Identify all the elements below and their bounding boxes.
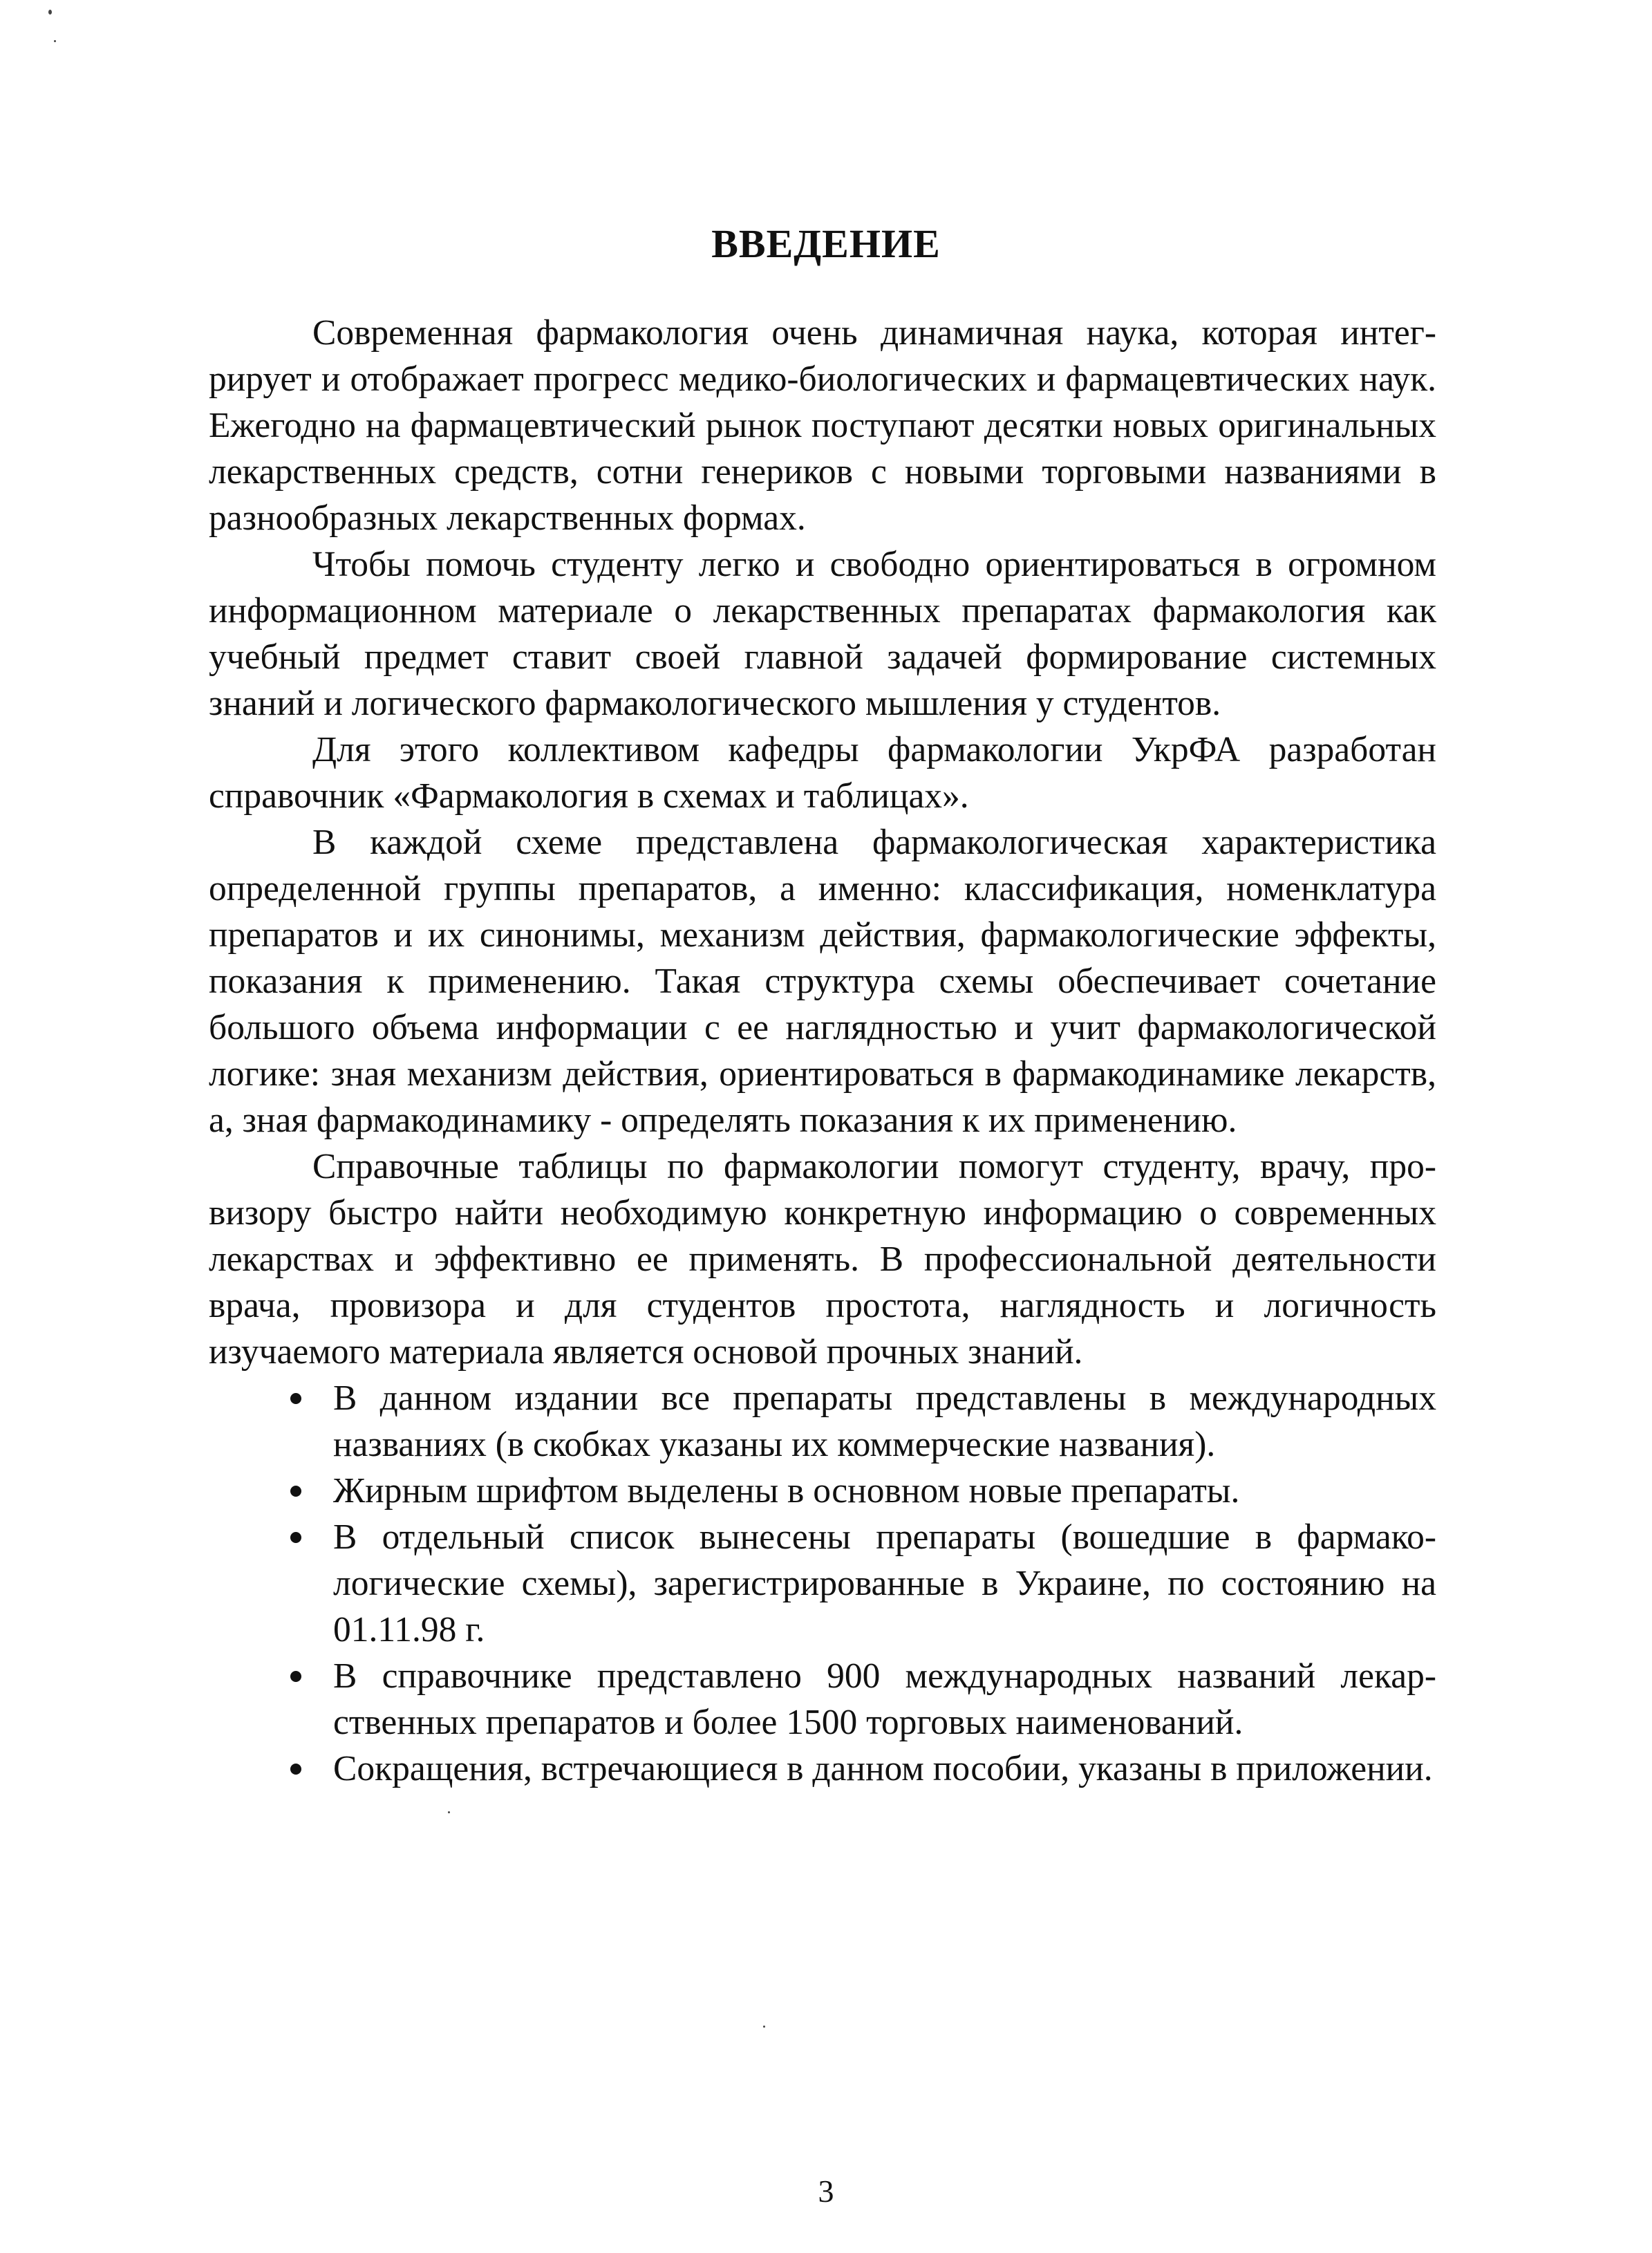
list-item <box>209 1514 1436 1653</box>
paragraph: Чтобы помочь студенту легко и свободно ориентироваться в огромном информационном материале о лекарственных препаратах фармакология как учебный предмет ставит своей главной задачей формирование системных знаний и логического фармакологического мышления у студентов. <box>209 545 1436 723</box>
paragraph: Для этого коллективом кафедры фармакологии УкрФА разработан справочник «Фармакология в схемах и таблицах». <box>209 730 1436 816</box>
list-item-text: В данном издании все препараты представлены в международных названиях (в скобках указаны их коммерческие названия). <box>333 1378 1436 1464</box>
list-item <box>209 1468 1436 1514</box>
scan-speck <box>48 10 52 15</box>
list-item <box>209 1653 1436 1746</box>
scan-speck <box>448 1811 450 1813</box>
scan-speck <box>763 2026 765 2028</box>
main-text <box>209 310 1436 1792</box>
list-item-text: В отдельный список вынесены препараты (вошедшие в фармакологические схемы), зарегистрированные в Украине, по состоянию на 01.11.98 г. <box>333 1517 1436 1649</box>
list-item-text: В справочнике представлено 900 международных названий лекарственных препаратов и более 1500 торговых наименований. <box>333 1656 1436 1742</box>
scan-speck <box>54 40 56 42</box>
list-item-text: Сокращения, встречающиеся в данном пособии, указаны в приложении. <box>333 1749 1433 1788</box>
paragraph: Справочные таблицы по фармакологии помогут студенту, врачу, провизору быстро найти необходимую конкретную информацию о современных лекарствах и эффективно ее применять. В профессиональной деятельности врача, провизора и для студентов простота, наглядность и логичность изучаемого материала является основой прочных знаний. <box>209 1147 1436 1372</box>
bullet-list <box>209 1375 1436 1792</box>
paragraph: В каждой схеме представлена фармакологическая характеристика определенной группы препаратов, а именно: классификация, номенклатура препаратов и их синонимы, механизм действия, фармакологические эффекты, показания к применению. Такая структура схемы обеспечивает сочетание большого объема информации с ее наглядностью и учит фармакологической логике: зная механизм действия, ориентироваться в фармакодинамике лекарств, а, зная фармакодинамику - определять показания к их применению. <box>209 823 1436 1140</box>
list-item <box>209 1375 1436 1468</box>
list-item-text: Жирным шрифтом выделены в основном новые препараты. <box>333 1471 1240 1511</box>
page-title: ВВЕДЕНИЕ <box>711 221 941 266</box>
list-item <box>209 1746 1436 1792</box>
page-number: 3 <box>818 2173 834 2209</box>
paragraph: Современная фармакология очень динамичная наука, которая интегрирует и отображает прогресс медико-биологических и фармацевтических наук. Ежегодно на фармацевтический рынок поступают десятки новых оригинальных лекарственных средств, сотни генериков с новыми торговыми названиями в разнообразных лекарственных формах. <box>209 313 1436 538</box>
